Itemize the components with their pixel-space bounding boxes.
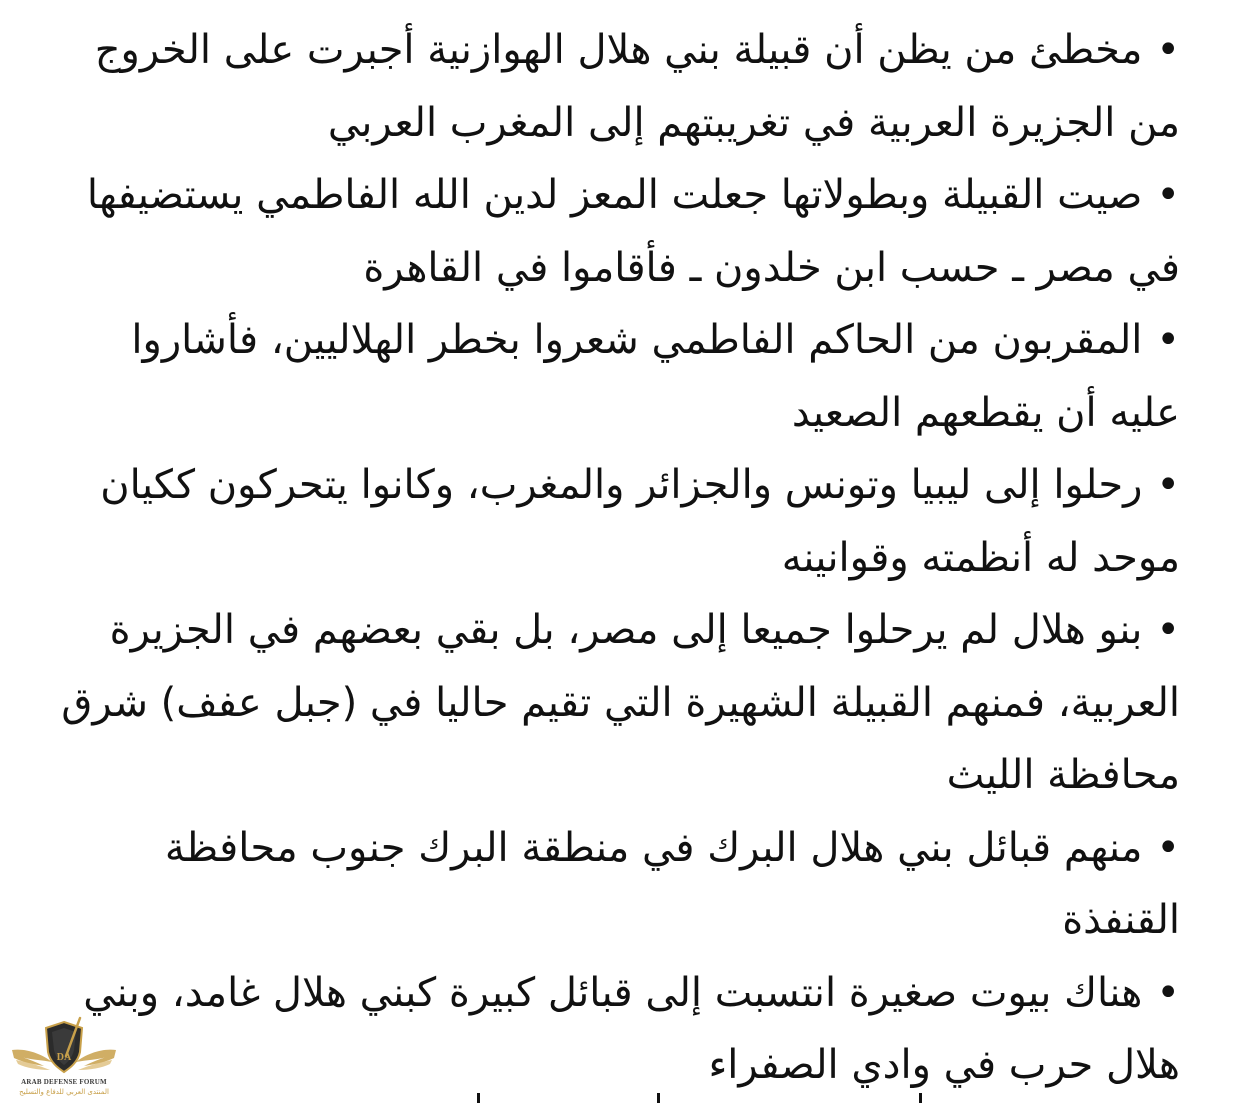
bullet-glyph: • [1156,824,1180,871]
bullet-glyph: • [1156,969,1180,1016]
bullet-text: رحلوا إلى ليبيا وتونس والجزائر والمغرب، وكانوا يتحركون ككيان موحد له أنظمته وقوانينه [100,462,1180,581]
bullet-text: المقربون من الحاكم الفاطمي شعروا بخطر الهلاليين، فأشاروا عليه أن يقطعهم الصعيد [131,317,1180,436]
bullet-glyph: • [1156,317,1180,363]
bullet-text: هناك بيوت صغيرة انتسبت إلى قبائل كبيرة كبني هلال غامد، وبني هلال حرب في وادي الصفراء [83,969,1180,1088]
bullet-glyph: • [1156,27,1180,73]
bullet-item [60,812,1180,957]
arab-defense-forum-watermark [8,1016,120,1102]
bullet-text: صيت القبيلة وبطولاتها جعلت المعز لدين الله الفاطمي يستضيفها في مصر ـ حسب ابن خلدون ـ فأقاموا في القاهرة [86,172,1180,291]
article-body [60,14,1180,1102]
bullet-text: بنو هلال لم يرحلوا جميعا إلى مصر، بل بقي بعضهم في الجزيرة العربية، فمنهم القبيلة الشهيرة التي تقيم حاليا في (جبل عفف) شرق محافظة الليث [61,607,1180,798]
bullet-glyph: • [1156,607,1180,653]
bullet-item [60,957,1180,1102]
cut-off-text-line [60,1085,1180,1115]
logo-letters: DA [56,1052,72,1063]
bullet-text: منهم قبائل بني هلال البرك في منطقة البرك جنوب محافظة القنفذة [164,824,1180,943]
forum-logo-icon [8,1016,120,1080]
cut-off-glyph [477,1093,480,1103]
bullet-text: مخطئ من يظن أن قبيلة بني هلال الهوازنية أجبرت على الخروج من الجزيرة العربية في تغريبتهم إلى المغرب العربي [94,27,1180,146]
watermark-english-name: ARAB DEFENSE FORUM [21,1078,107,1086]
cut-off-glyph [919,1093,922,1103]
bullet-item [60,594,1180,812]
bullet-item [60,449,1180,594]
bullet-item [60,159,1180,304]
bullet-item [60,14,1180,159]
bullet-item [60,304,1180,449]
cut-off-glyph [657,1093,660,1103]
watermark-arabic-name: المنتدى العربي للدفاع والتسليح [19,1088,109,1096]
bullet-glyph: • [1156,462,1180,508]
bullet-glyph: • [1156,172,1180,218]
